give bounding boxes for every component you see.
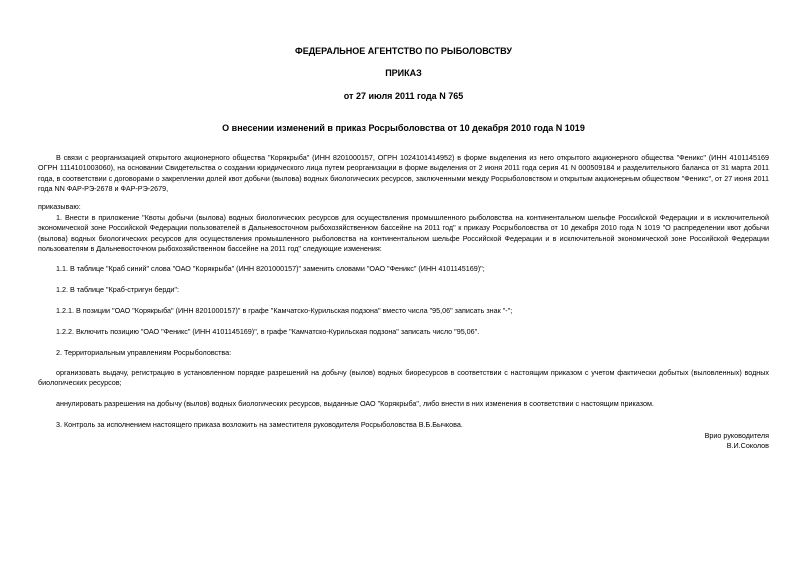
item-1-2-1-text: 1.2.1. В позиции "ОАО "Корякрыба" (ИНН 8201000157)" в графе "Камчатско-Курильская подзона" вместо числа "95,06" записать знак "-"; <box>56 306 513 315</box>
item-2-b-text: аннулировать разрешения на добычу (вылов) водных биологических ресурсов, выданные ОАО "Корякрыба", либо внести в них изменения в соответствии с настоящим приказом. <box>56 399 654 408</box>
item-1-2-2-text: 1.2.2. Включить позицию "ОАО "Феникс" (ИНН 4101145169)", в графе "Камчатско-Курильская подзона" записать число "95,06". <box>56 327 480 336</box>
order-word-text: приказываю: <box>38 202 81 211</box>
item-1-2-text: 1.2. В таблице "Краб-стригун берди": <box>56 285 179 294</box>
document-date-number: от 27 июля 2011 года N 765 <box>343 91 464 101</box>
document-type: ПРИКАЗ <box>385 68 422 78</box>
item-1-1-paragraph <box>38 264 769 274</box>
order-word <box>38 202 769 212</box>
item-2-text: 2. Территориальным управлениям Росрыболовства: <box>56 348 232 357</box>
signature-position: Врио руководителя <box>704 431 769 440</box>
item-1-2-1-paragraph <box>38 306 769 316</box>
item-3-paragraph <box>38 420 769 430</box>
item-2-b-paragraph <box>38 399 769 409</box>
item-3-text: 3. Контроль за исполнением настоящего приказа возложить на заместителя руководителя Росрыболовства В.Б.Бычкова. <box>56 420 463 429</box>
item-2-a-paragraph <box>38 368 769 389</box>
preamble-text: В связи с реорганизацией открытого акционерного общества "Корякрыба" (ИНН 8201000157, ОГРН 1024101414952) в форме выделения из него открытого акционерного общества "Феникс" (ИНН 4101145169 ОГРН 1114101003060), на основании Свидетельства о создании юридического лица путем реорганизации в форме выделения от 2 июня 2011 года серия 41 N 000509184 и разделительного баланса от 31 марта 2011 года, в соответствии с договорами о закреплении долей квот добычи (вылова) водных биологических ресурсов, заключенными между Росрыболовством и открытым акционерным обществом "Феникс", от 27 июня 2011 года NN ФАР-РЭ-2678 и ФАР-РЭ-2679, <box>38 153 769 193</box>
item-2-a-text: организовать выдачу, регистрацию в установленном порядке разрешений на добычу (вылов) водных биоресурсов в соответствии с настоящим приказом с учетом фактически добытых (выловленных) водных биологических ресурсов; <box>38 368 769 388</box>
item-1-paragraph <box>38 213 769 254</box>
item-1-text: 1. Внести в приложение "Квоты добычи (вылова) водных биологических ресурсов для осуществления промышленного рыболовства на континентальном шельфе Российской Федерации и в исключительной экономической зоне Российской Федерации пользователей в Дальневосточном рыбохозяйственном бассейне на 2011 год" к приказу Росрыболовства от 10 декабря 2010 года N 1019 "О распределении квот добычи (вылова) водных биологических ресурсов для осуществления промышленного рыболовства на континентальном шельфе Российской Федерации и в исключительной экономической зоне Российской Федерации пользователям в Дальневосточном рыбохозяйственном бассейне на 2011 год" следующие изменения: <box>38 213 769 253</box>
document-title: О внесении изменений в приказ Росрыболовства от 10 декабря 2010 года N 1019 <box>222 123 585 133</box>
item-1-1-text: 1.1. В таблице "Краб синий" слова "ОАО "Корякрыба" (ИНН 8201000157)" заменить словами "ОАО "Феникс" (ИНН 4101145169)"; <box>56 264 485 273</box>
preamble-paragraph <box>38 153 769 194</box>
signature-name: В.И.Соколов <box>726 441 769 450</box>
item-2-paragraph <box>38 348 769 358</box>
item-1-2-2-paragraph <box>38 327 769 337</box>
agency-name: ФЕДЕРАЛЬНОЕ АГЕНТСТВО ПО РЫБОЛОВСТВУ <box>295 46 512 56</box>
item-1-2-paragraph <box>38 285 769 295</box>
